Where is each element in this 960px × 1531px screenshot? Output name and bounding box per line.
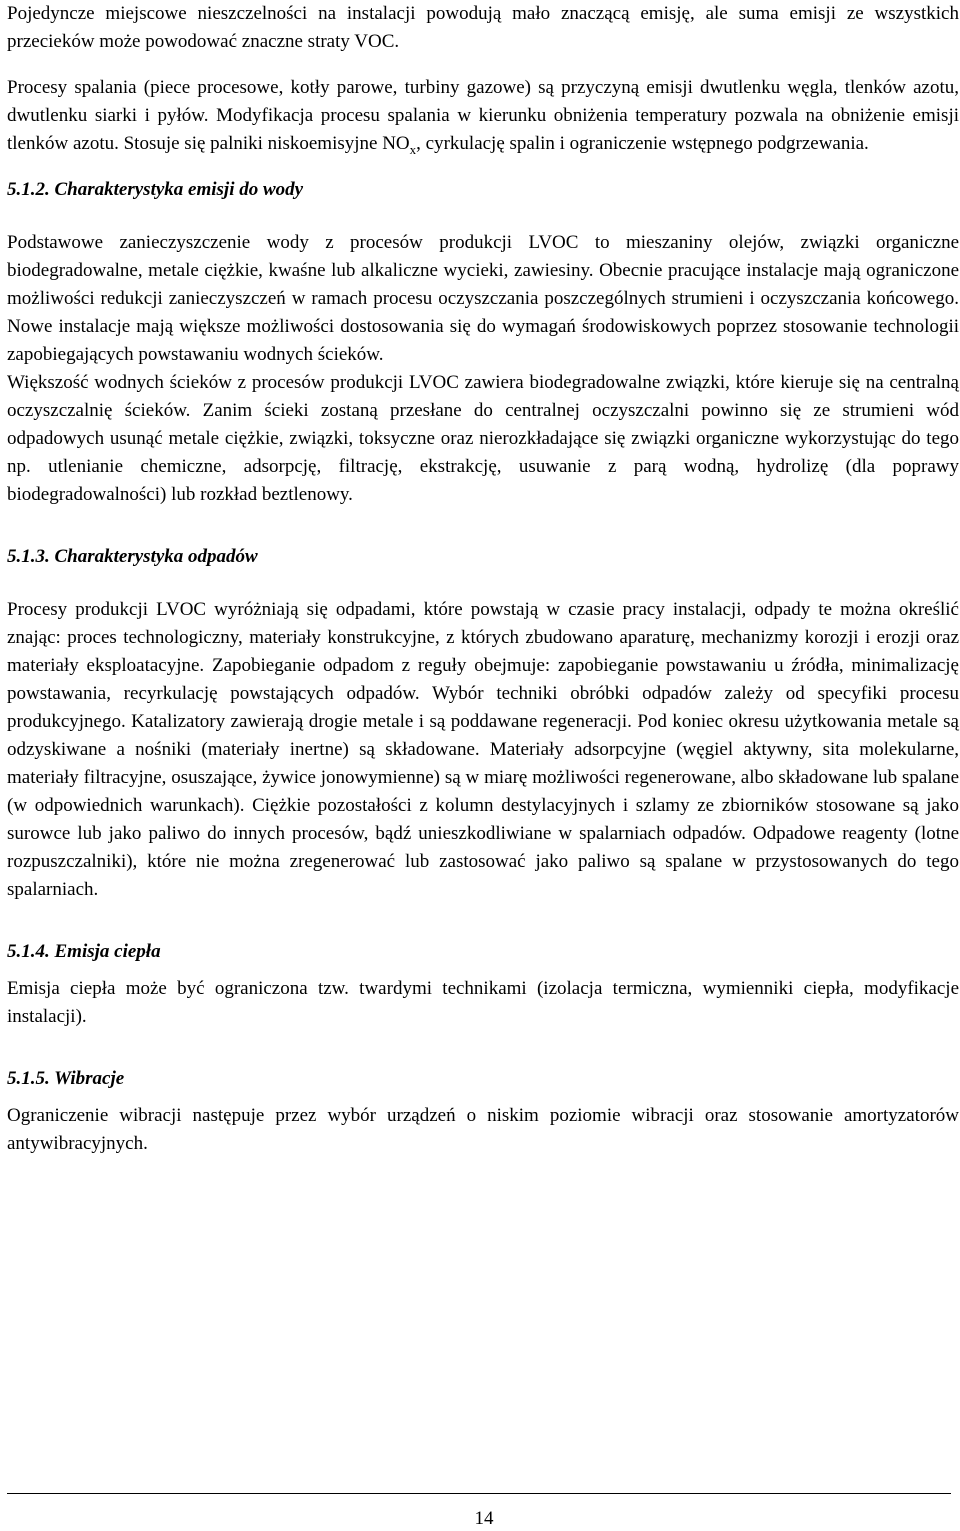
- section-title: Emisja ciepła: [54, 941, 161, 962]
- paragraph-leak-emissions: Pojedyncze miejscowe nieszczelności na instalacji powodują mało znaczącą emisję, ale suma emisji ze wszystkich przecieków może powodować znaczne straty VOC.: [7, 3, 959, 52]
- footer-divider: [7, 1493, 951, 1494]
- section-heading-water-emissions: [7, 176, 959, 204]
- paragraph-combustion-text: Procesy spalania (piece procesowe, kotły parowe, turbiny gazowe) są przyczyną emisji dwutlenku węgla, tlenków azotu, dwutlenku siarki i pyłów. Modyfikacja procesu spalania w kierunku obniżenia temperatury pozwala na obniżenie emisji tlenków azotu. Stosuje się palniki niskoemisyjne NO: [7, 77, 959, 154]
- paragraph-water-pollution: Podstawowe zanieczyszczenie wody z procesów produkcji LVOC to mieszaniny olejów, związki organiczne biodegradowalne, metale ciężkie, kwaśne lub alkaliczne wycieki, zawiesiny. Obecnie pracujące instalacje mają ograniczone możliwości redukcji zanieczyszczeń w ramach procesu oczyszczania poszczególnych strumieni i oczyszczania końcowego. Nowe instalacje mają większe możliwości dostosowania się do wymagań środowiskowych poprzez stosowanie technologii zapobiegających powstawaniu wodnych ścieków.: [7, 232, 959, 365]
- subscript-x: x: [409, 141, 417, 157]
- paragraph-heat-emission: Emisja ciepła może być ograniczona tzw. twardymi technikami (izolacja termiczna, wymienniki ciepła, modyfikacje instalacji).: [7, 978, 959, 1027]
- paragraph-vibrations: Ograniczenie wibracji następuje przez wybór urządzeń o niskim poziomie wibracji oraz stosowanie amortyzatorów antywibracyjnych.: [7, 1105, 959, 1154]
- section-heading-vibrations: [7, 1065, 959, 1093]
- section-title: Wibracje: [54, 1068, 125, 1089]
- section-number: 5.1.3.: [7, 546, 50, 567]
- document-page: [7, 0, 959, 1158]
- page-number: 14: [474, 1508, 494, 1529]
- paragraph-combustion: [7, 74, 959, 158]
- section-number: 5.1.4.: [7, 941, 50, 962]
- section-number: 5.1.2.: [7, 179, 50, 200]
- section-heading-heat-emission: [7, 938, 959, 966]
- paragraph-wastewater-treatment: Większość wodnych ścieków z procesów produkcji LVOC zawiera biodegradowalne związki, które kieruje się na centralną oczyszczalnię ścieków. Zanim ścieki zostaną przesłane do centralnej oczyszczalni powinno się ze strumieni wód odpadowych usunąć metale ciężkie, związki, toksyczne oraz nierozkładające się związki organiczne wykorzystując do tego np. utlenianie chemiczne, adsorpcję, filtrację, ekstrakcję, usuwanie z parą wodną, hydrolizę (dla poprawy biodegradowalności) lub rozkład beztlenowy.: [7, 372, 959, 505]
- section-title: Charakterystyka odpadów: [54, 546, 258, 567]
- paragraph-combustion-text-end: , cyrkulację spalin i ograniczenie wstępnego podgrzewania.: [416, 133, 869, 154]
- section-heading-waste: [7, 543, 959, 571]
- section-number: 5.1.5.: [7, 1068, 50, 1089]
- section-title: Charakterystyka emisji do wody: [54, 179, 304, 200]
- paragraph-waste: Procesy produkcji LVOC wyróżniają się odpadami, które powstają w czasie pracy instalacji, odpady te można określić znając: proces technologiczny, materiały konstrukcyjne, z których zbudowano aparaturę, mechanizmy korozji i erozji oraz materiały eksploatacyjne. Zapobieganie odpadom z reguły obejmuje: zapobieganie powstawaniu u źródła, minimalizację powstawania, recyrkulację powstających odpadów. Wybór techniki obróbki odpadów zależy od specyfiki procesu produkcyjnego. Katalizatory zawierają drogie metale i są poddawane regeneracji. Pod koniec okresu użytkowania metale są odzyskiwane a nośniki (materiały inertne) są składowane. Materiały adsorpcyjne (węgiel aktywny, sita molekularne, materiały filtracyjne, osuszające, żywice jonowymienne) są w miarę możliwości regenerowane, albo składowane lub spalane (w odpowiednich warunkach). Ciężkie pozostałości z kolumn destylacyjnych i szlamy ze zbiorników stosowane są jako surowce lub jako paliwo do innych procesów, bądź unieszkodliwiane w spalarniach odpadów. Odpadowe reagenty (lotne rozpuszczalniki), które nie można zregenerować lub zastosować jako paliwo są spalane w przystosowanych do tego spalarniach.: [7, 599, 959, 900]
